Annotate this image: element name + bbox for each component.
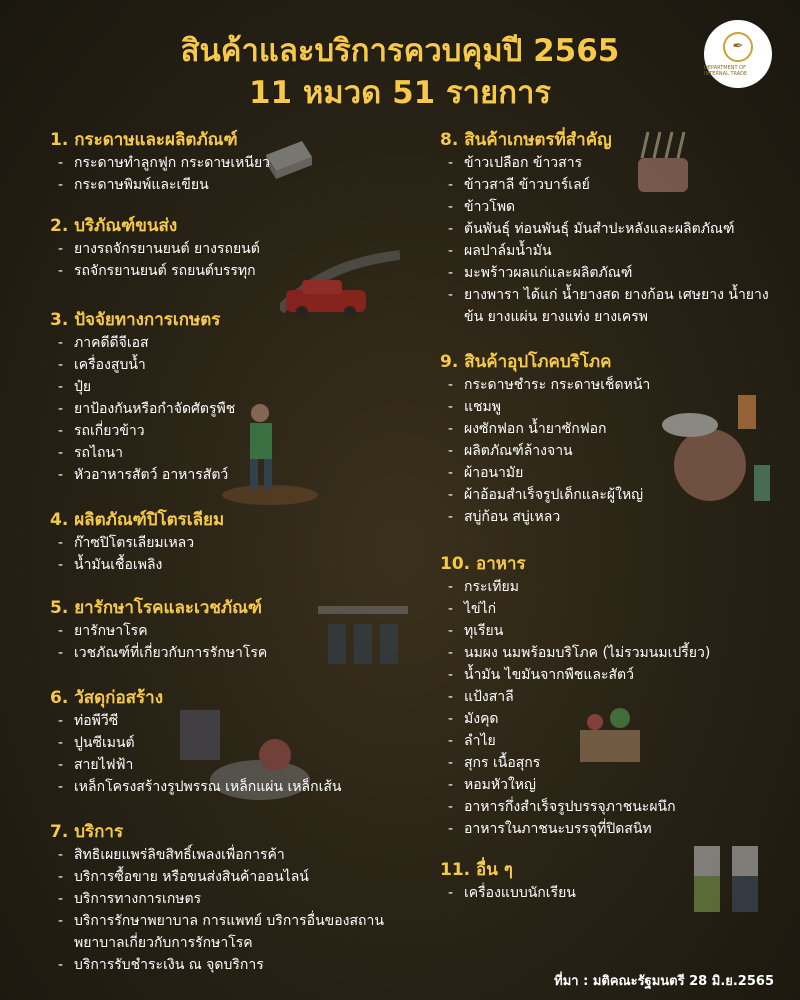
category-transport — [50, 214, 260, 282]
list-item: - ผลปาล์มน้ำมัน — [448, 240, 774, 262]
list-item: - กระดาษพิมพ์และเขียน — [58, 174, 270, 196]
consumer-goods-illustration — [650, 395, 780, 520]
category-medicine — [50, 596, 267, 664]
category-title: 6. วัสดุก่อสร้าง — [50, 688, 164, 708]
list-item: - บริการทางการเกษตร — [58, 888, 384, 910]
category-title: 8. สินค้าเกษตรที่สำคัญ — [440, 130, 612, 150]
list-item: - หัวอาหารสัตว์ อาหารสัตว์ — [58, 464, 235, 486]
list-item: - รถไถนา — [58, 442, 235, 464]
list-item: - กระดาษชำระ กระดาษเช็ดหน้า — [448, 374, 650, 396]
list-item: - ปุ๋ย — [58, 376, 235, 398]
list-item: - น้ำมัน ไขมันจากพืชและสัตว์ — [448, 664, 710, 686]
list-item: - รถจักรยานยนต์ รถยนต์บรรทุก — [58, 260, 260, 282]
list-item: - ยารักษาโรค — [58, 620, 267, 642]
list-item: - เครื่องสูบน้ำ — [58, 354, 235, 376]
list-item: - ผ้าอนามัย — [448, 462, 650, 484]
category-agricultural-products — [440, 128, 774, 328]
page-title — [156, 30, 644, 114]
list-item: - แชมพู — [448, 396, 650, 418]
list-item: - ยาป้องกันหรือกำจัดศัตรูพืช — [58, 398, 235, 420]
category-food — [440, 552, 710, 840]
category-petroleum — [50, 508, 224, 576]
category-agriculture-inputs — [50, 308, 235, 486]
list-item: - เครื่องแบบนักเรียน — [448, 882, 576, 904]
list-item: - ทุเรียน — [448, 620, 710, 642]
category-others — [440, 858, 576, 904]
agency-logo — [704, 20, 772, 88]
category-title: 5. ยารักษาโรคและเวชภัณฑ์ — [50, 598, 263, 618]
list-item: - ยางรถจักรยานยนต์ ยางรถยนต์ — [58, 238, 260, 260]
category-services — [50, 820, 384, 976]
category-title: 1. กระดาษและผลิตภัณฑ์ — [50, 130, 238, 150]
list-item: - สายไฟฟ้า — [58, 754, 341, 776]
list-item: - แป้งสาลี — [448, 686, 710, 708]
list-item: - น้ำมันเชื้อเพลิง — [58, 554, 224, 576]
list-item: - ข้าวสาลี ข้าวบาร์เลย์ — [448, 174, 774, 196]
list-item: - ก๊าซปิโตรเลียมเหลว — [58, 532, 224, 554]
list-item: - ผ้าอ้อมสำเร็จรูปเด็กและผู้ใหญ่ — [448, 484, 650, 506]
list-item: - ข้าวเปลือก ข้าวสาร — [448, 152, 774, 174]
list-item: - กระเทียม — [448, 576, 710, 598]
category-title: 4. ผลิตภัณฑ์ปิโตรเลียม — [50, 510, 225, 530]
category-title: 2. บริภัณฑ์ขนส่ง — [50, 216, 178, 236]
list-item: - บริการรักษาพยาบาล การแพทย์ บริการอื่นของสถานพยาบาลเกี่ยวกับการรักษาโรค — [58, 910, 384, 954]
list-item: - บริการซื้อขาย หรือขนส่งสินค้าออนไลน์ — [58, 866, 384, 888]
list-item: - ลำไย — [448, 730, 710, 752]
category-paper — [50, 128, 270, 196]
list-item: - ท่อพีวีซี — [58, 710, 341, 732]
category-title: 10. อาหาร — [440, 554, 526, 574]
list-item: - กระดาษทำลูกฟูก กระดาษเหนียว — [58, 152, 270, 174]
list-item: - เหล็กโครงสร้างรูปพรรณ เหล็กแผ่น เหล็กเส้น — [58, 776, 341, 798]
list-item: - ไข่ไก่ — [448, 598, 710, 620]
list-item: - ยางพารา ได้แก่ น้ำยางสด ยางก้อน เศษยาง น้ำยางข้น ยางแผ่น ยางแท่ง ยางเครพ — [448, 284, 774, 328]
student-uniform-illustration — [686, 842, 766, 917]
category-construction — [50, 686, 341, 798]
title-line-2: 11 หมวด 51 รายการ — [248, 75, 552, 111]
list-item: - อาหารกึ่งสำเร็จรูปบรรจุภาชนะผนึก — [448, 796, 710, 818]
list-item: - ข้าวโพด — [448, 196, 774, 218]
list-item: - หอมหัวใหญ่ — [448, 774, 710, 796]
list-item: - ปูนซีเมนต์ — [58, 732, 341, 754]
list-item: - ผงซักฟอก น้ำยาซักฟอก — [448, 418, 650, 440]
list-item: - ต้นพันธุ์ ท่อนพันธุ์ มันสำปะหลังและผลิตภัณฑ์ — [448, 218, 774, 240]
list-item: - สิทธิเผยแพร่ลิขสิทธิ์เพลงเพื่อการค้า — [58, 844, 384, 866]
source-note: ที่มา : มติคณะรัฐมนตรี 28 มิ.ย.2565 — [554, 974, 774, 989]
category-consumer-goods — [440, 350, 650, 528]
list-item: - ภาคดีดีจีเอส — [58, 332, 235, 354]
fuel-station-illustration — [318, 600, 408, 672]
list-item: - นมผง นมพร้อมบริโภค (ไม่รวมนมเปรี้ยว) — [448, 642, 710, 664]
category-title: 3. ปัจจัยทางการเกษตร — [50, 310, 221, 330]
logo-text: DEPARTMENT OF INTERNAL TRADE — [704, 64, 748, 77]
list-item: - บริการรับชำระเงิน ณ จุดบริการ — [58, 954, 384, 976]
list-item: - มังคุด — [448, 708, 710, 730]
category-title: 11. อื่น ๆ — [440, 860, 513, 880]
car-road-illustration — [280, 250, 400, 325]
list-item: - มะพร้าวผลแก่และผลิตภัณฑ์ — [448, 262, 774, 284]
list-item: - รถเกี่ยวข้าว — [58, 420, 235, 442]
list-item: - ผลิตภัณฑ์ล้างจาน — [448, 440, 650, 462]
list-item: - อาหารในภาชนะบรรจุที่ปิดสนิท — [448, 818, 710, 840]
list-item: - เวชภัณฑ์ที่เกี่ยวกับการรักษาโรค — [58, 642, 267, 664]
category-title: 9. สินค้าอุปโภคบริโภค — [440, 352, 612, 372]
list-item: - สบู่ก้อน สบู่เหลว — [448, 506, 650, 528]
pen-nib-icon: ✒ — [723, 32, 753, 62]
list-item: - สุกร เนื้อสุกร — [448, 752, 710, 774]
category-title: 7. บริการ — [50, 822, 124, 842]
title-line-1: สินค้าและบริการควบคุมปี 2565 — [180, 33, 620, 69]
